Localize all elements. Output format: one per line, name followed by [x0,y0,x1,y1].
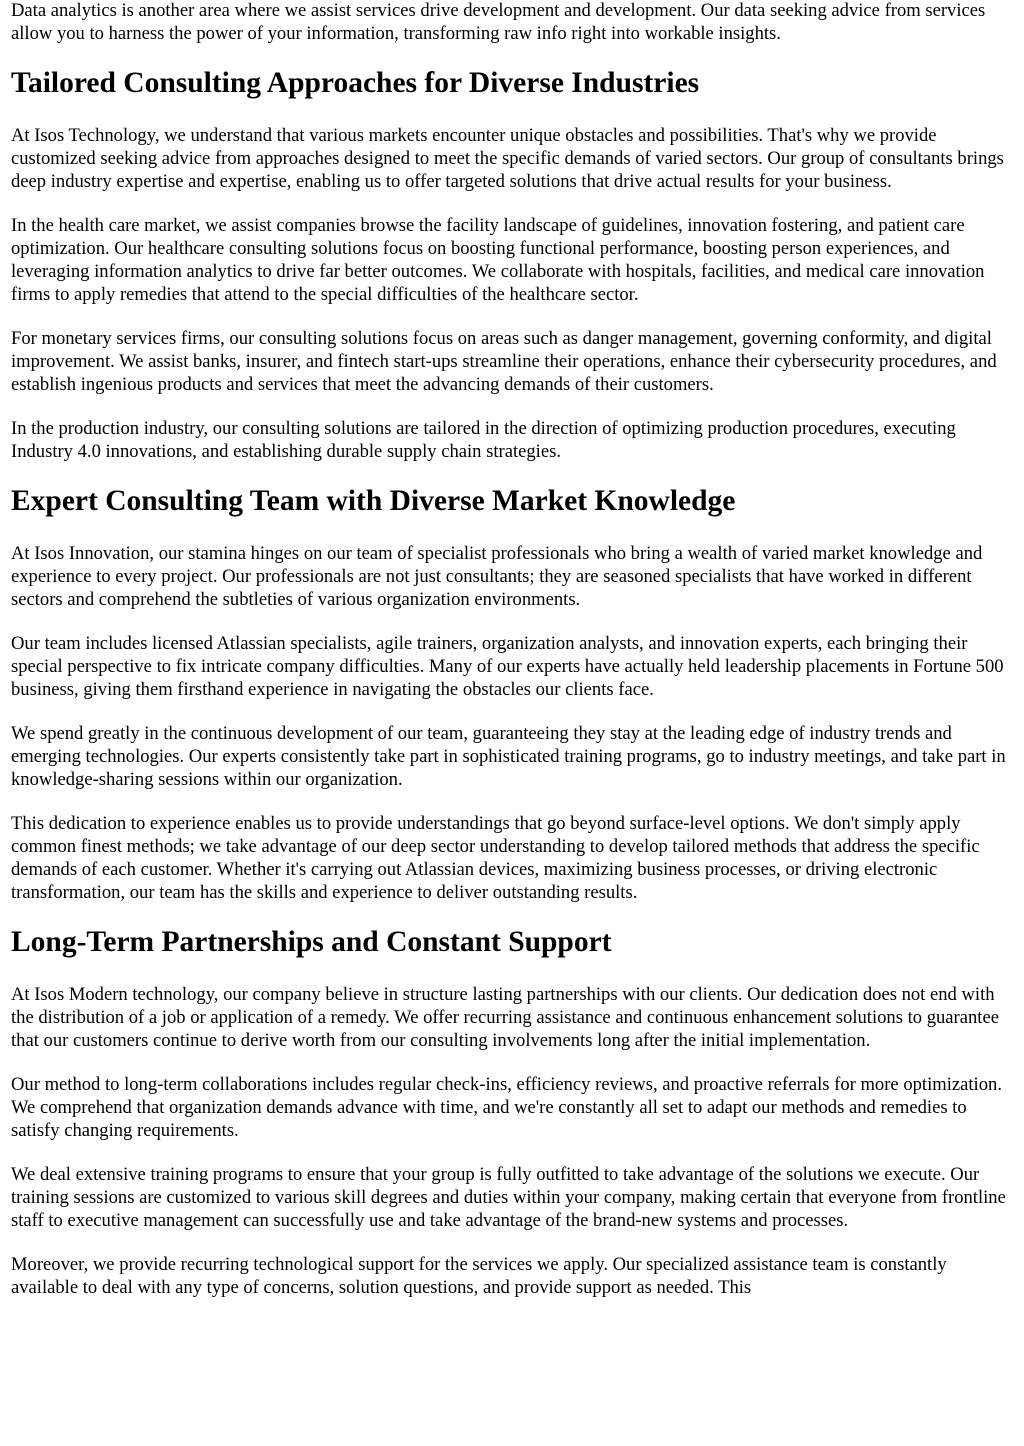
section-heading: Expert Consulting Team with Diverse Market Knowledge [11,485,736,517]
section-paragraph: This dedication to experience enables us to provide understandings that go beyond surface-level options. We don't simply apply common finest methods; we take advantage of our deep sector understanding to develop tailored methods that address the specific demands of each customer. Whether it's carrying out Atlassian devices, maximizing business processes, or driving electronic transformation, our team has the skills and experience to deliver outstanding results. [11,813,980,903]
section-paragraph: In the health care market, we assist companies browse the facility landscape of guidelines, innovation fostering, and patient care optimization. Our healthcare consulting solutions focus on boosting functional performance, boosting person experiences, and leveraging information analytics to drive far better outcomes. We collaborate with hospitals, facilities, and medical care innovation firms to apply remedies that attend to the special difficulties of the healthcare sector. [11,215,985,305]
intro-paragraph: Data analytics is another area where we assist services drive development and development. Our data seeking advice from services allow you to harness the power of your information, transforming raw info right into workable insights. [11,0,986,44]
section-paragraph: For monetary services firms, our consulting solutions focus on areas such as danger management, governing conformity, and digital improvement. We assist banks, insurer, and fintech start-ups streamline their operations, enhance their cybersecurity procedures, and establish ingenious products and services that meet the advancing demands of their customers. [11,328,997,395]
section-heading: Tailored Consulting Approaches for Diverse Industries [11,67,700,99]
section-paragraph: In the production industry, our consulting solutions are tailored in the direction of optimizing production procedures, executing Industry 4.0 innovations, and establishing durable supply chain strategies. [11,418,956,462]
section-paragraph: Moreover, we provide recurring technological support for the services we apply. Our specialized assistance team is constantly available to deal with any type of concerns, solution questions, and provide support as needed. This [11,1254,947,1298]
section-paragraph: Our method to long-term collaborations includes regular check-ins, efficiency reviews, and proactive referrals for more optimization. We comprehend that organization demands advance with time, and we're constantly all set to adapt our methods and remedies to satisfy changing requirements. [11,1074,1002,1141]
article-body [11,0,1014,1299]
section-paragraph: We spend greatly in the continuous development of our team, guaranteeing they stay at the leading edge of industry trends and emerging technologies. Our experts consistently take part in sophisticated training programs, go to industry meetings, and take part in knowledge-sharing sessions within our organization. [11,723,1006,790]
section-paragraph: At Isos Technology, we understand that various markets encounter unique obstacles and possibilities. That's why we provide customized seeking advice from approaches designed to meet the specific demands of varied sectors. Our group of consultants brings deep industry expertise and expertise, enabling us to offer targeted solutions that drive actual results for your business. [11,125,1004,192]
section-paragraph: At Isos Innovation, our stamina hinges on our team of specialist professionals who bring a wealth of varied market knowledge and experience to every project. Our professionals are not just consultants; they are seasoned specialists that have worked in different sectors and comprehend the subtleties of various organization environments. [11,543,983,610]
section-paragraph: At Isos Modern technology, our company believe in structure lasting partnerships with our clients. Our dedication does not end with the distribution of a job or application of a remedy. We offer recurring assistance and continuous enhancement solutions to guarantee that our customers continue to derive worth from our consulting involvements long after the initial implementation. [11,984,999,1051]
section-paragraph: We deal extensive training programs to ensure that your group is fully outfitted to take advantage of the solutions we execute. Our training sessions are customized to various skill degrees and duties within your company, making certain that everyone from frontline staff to executive management can successfully use and take advantage of the brand-new systems and processes. [11,1164,1006,1231]
section-expert-team [11,484,1014,904]
section-paragraph: Our team includes licensed Atlassian specialists, agile trainers, organization analysts, and innovation experts, each bringing their special perspective to fix intricate company difficulties. Many of our experts have actually held leadership placements in Fortune 500 business, giving them firsthand experience in navigating the obstacles our clients face. [11,633,1004,700]
section-long-term-partnerships [11,925,1014,1299]
section-heading: Long-Term Partnerships and Constant Support [11,926,612,958]
section-tailored-consulting [11,66,1014,463]
